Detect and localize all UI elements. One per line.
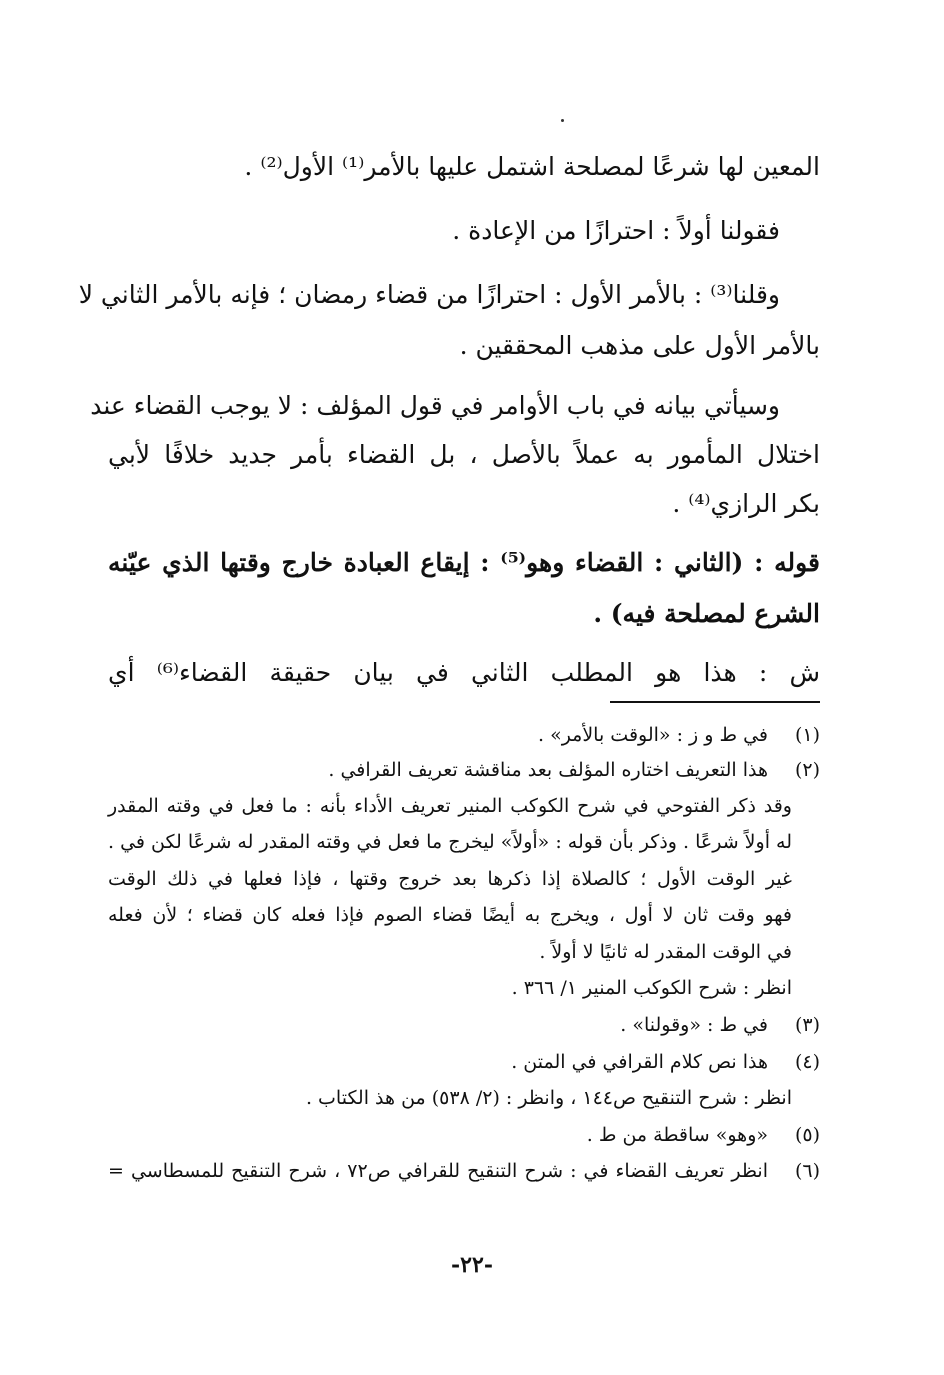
- footnote-2-line-2: وقد ذكر الفتوحي في شرح الكوكب المنير تعريف الأداء بأنه : ما فعل في وقته المقدر: [108, 795, 792, 817]
- body-line-5: وسيأتي بيانه في باب الأوامر في قول المؤلف : لا يوجب القضاء عند: [90, 391, 780, 420]
- footnote-number: (٤): [794, 1051, 820, 1073]
- footnote-6: [108, 1157, 820, 1185]
- footnote-text: هذا نص كلام القرافي في المتن .: [511, 1051, 768, 1073]
- footnote-separator: [610, 701, 820, 703]
- body-line-2: فقولنا أولاً : احترازًا من الإعادة .: [452, 216, 780, 245]
- footnote-number: (١): [794, 724, 820, 746]
- footnote-text: في ط و ز : «الوقت بالأمر» .: [537, 724, 768, 746]
- footnote-3: [620, 1011, 820, 1039]
- body-line-4: بالأمر الأول على مذهب المحققين .: [459, 331, 820, 360]
- footnote-number: (٢): [794, 759, 820, 781]
- footnote-2-reference: انظر : شرح الكوكب المنير ١/ ٣٦٦ .: [511, 977, 792, 999]
- footnote-4-reference: انظر : شرح التنقيح ص١٤٤ ، وانظر : (٢/ ٥٣٨) من هذ الكتاب .: [305, 1087, 792, 1109]
- body-line-1: المعين لها شرعًا لمصلحة اشتمل عليها بالأمر⁽¹⁾ الأول⁽²⁾ .: [244, 152, 820, 181]
- body-line-3: وقلنا⁽³⁾ : بالأمر الأول : احترازًا من قضاء رمضان ؛ فإنه بالأمر الثاني لا: [78, 280, 780, 309]
- footnote-text: انظر تعريف القضاء في : شرح التنقيح للقرافي ص٧٢ ، شرح التنقيح للمسطاسي =: [108, 1160, 768, 1182]
- footnote-2-line-5: فهو وقت ثان لا أول ، ويخرج به أيضًا قضاء الصوم فإذا فعله كان قضاء ؛ لأن فعله: [108, 904, 792, 926]
- page-body: [78, 0, 820, 1375]
- body-line-10: ش : هذا هو المطلب الثاني في بيان حقيقة القضاء⁽⁶⁾ أي: [108, 658, 820, 687]
- page-number: -٢٢-: [451, 1252, 493, 1278]
- footnote-2: [328, 756, 820, 784]
- body-line-7: بكر الرازي⁽⁴⁾ .: [672, 489, 820, 518]
- body-line-8: قوله : (الثاني : القضاء وهو⁽⁵⁾ : إيقاع العبادة خارج وقتها الذي عيّنه: [108, 548, 820, 577]
- footnote-2-line-6: في الوقت المقدر له ثانيًا لا أولاً .: [539, 941, 792, 963]
- footnote-5: [587, 1121, 820, 1149]
- footnote-4: [511, 1048, 820, 1076]
- body-line-9: الشرع لمصلحة فيه) .: [593, 599, 820, 628]
- footnote-number: (٦): [794, 1160, 820, 1182]
- footnote-1: [538, 721, 820, 749]
- footnote-number: (٥): [794, 1124, 820, 1146]
- body-line-6: اختلال المأمور به عملاً بالأصل ، بل القضاء بأمر جديد خلافًا لأبي: [108, 440, 820, 469]
- footnote-2-line-3: له أولاً شرعًا . وذكر بأن قوله : «أولاً» ليخرج ما فعل في وقته المقدر له شرعًا لكن في .: [108, 831, 792, 853]
- footnote-2-line-4: غير الوقت الأول ؛ كالصلاة إذا ذكرها بعد خروج وقتها ، فإذا فعلها في ذلك الوقت: [108, 868, 792, 890]
- footnote-text: هذا التعريف اختاره المؤلف بعد مناقشة تعريف القرافي .: [328, 759, 768, 781]
- footnote-text: «وهو» ساقطة من ط .: [586, 1124, 768, 1146]
- footnote-text: في ط : «وقولنا» .: [620, 1014, 768, 1036]
- footnote-number: (٣): [794, 1014, 820, 1036]
